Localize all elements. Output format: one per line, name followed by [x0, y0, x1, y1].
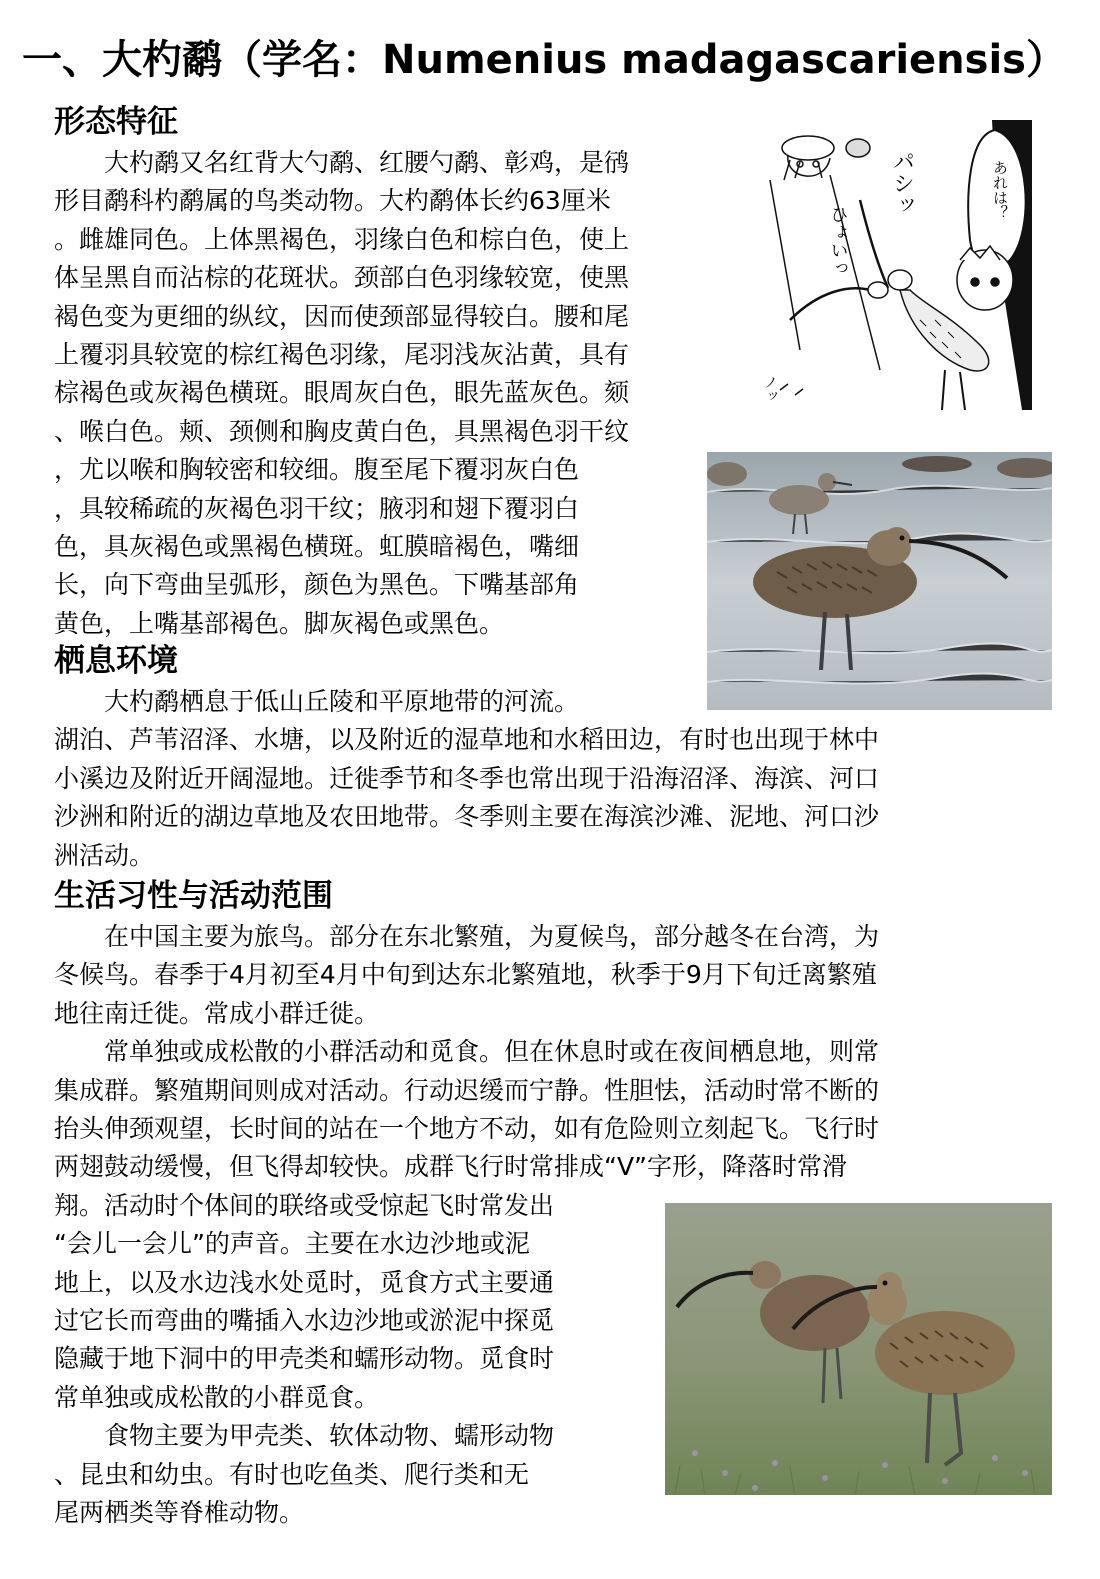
text-line: 、昆虫和幼虫。有时也吃鱼类、爬行类和无 [54, 1459, 530, 1489]
text-line: 体呈黑自而沾棕的花斑状。颈部白色羽缘较宽，使黑 [54, 263, 630, 293]
text-line: 棕褐色或灰褐色横斑。眼周灰白色，眼先蓝灰色。颏 [54, 378, 630, 408]
text-line: 形目鹬科杓鹬属的鸟类动物。大杓鹬体长约63厘米 [54, 186, 611, 216]
text-line: 在中国主要为旅鸟。部分在东北繁殖，为夏候鸟，部分越冬在台湾，为 [54, 922, 880, 951]
sfx-pashi: パシッ [889, 150, 915, 216]
text-line: 褐色变为更细的纵纹，因而使颈部显得较白。腰和尾 [54, 301, 630, 331]
sfx-hyoi: ひょいっ [827, 205, 849, 277]
text-line: 洲活动。 [54, 840, 155, 870]
text-line: 隐藏于地下洞中的甲壳类和蠕形动物。觅食时 [54, 1344, 555, 1374]
text-line: 抬头伸颈观望，长时间的站在一个地方不动，如有危险则立刻起飞。飞行时 [54, 1114, 880, 1144]
curlews-grass-photo [665, 1203, 1052, 1495]
section-heading-morphology: 形态特征 [54, 104, 178, 140]
text-line: 。雌雄同色。上体黑褐色，羽缘白色和棕白色，使上 [54, 224, 630, 254]
section-heading-habitat: 栖息环境 [54, 643, 178, 679]
text-line: 大杓鹬栖息于低山丘陵和平原地带的河流。 [54, 687, 580, 716]
text-line: 过它长而弯曲的嘴插入水边沙地或淤泥中探觅 [54, 1306, 555, 1336]
text-line: ，尤以喉和胸较密和较细。腹至尾下覆羽灰白色 [54, 455, 580, 485]
morphology-text [54, 144, 754, 643]
text-line: ，具较稀疏的灰褐色羽干纹；腋羽和翅下覆羽白 [54, 493, 580, 523]
text-line: 地上，以及水边浅水处觅时，觅食方式主要通 [54, 1267, 555, 1297]
text-line: 集成群。繁殖期间则成对活动。行动迟缓而宁静。性胆怯，活动时常不断的 [54, 1075, 880, 1105]
habitat-text [54, 683, 1054, 875]
text-line: 尾两栖类等脊椎动物。 [54, 1498, 305, 1528]
speech-bubble-text: あれは？ [991, 160, 1009, 220]
text-line: 两翅鼓动缓慢，但飞得却较快。成群飞行时常排成“V”字形，降落时常滑 [54, 1152, 848, 1182]
text-line: 、喉白色。颊、颈侧和胸皮黄白色，具黑褐色羽干纹 [54, 416, 630, 446]
text-line: 长，向下弯曲呈弧形，颜色为黑色。下嘴基部角 [54, 570, 580, 600]
page-title: 一、大杓鹬（学名：Numenius madagascariensis） [22, 37, 1066, 83]
text-line: 湖泊、芦苇沼泽、水塘，以及附近的湿草地和水稻田边，有时也出现于林中 [54, 725, 880, 755]
section-heading-habits: 生活习性与活动范围 [54, 878, 333, 914]
curlew-water-photo [707, 452, 1052, 710]
text-line: 常单独或成松散的小群觅食。 [54, 1382, 380, 1412]
text-line: 食物主要为甲壳类、软体动物、蠕形动物 [54, 1421, 555, 1451]
text-line: “会儿一会儿”的声音。主要在水边沙地或泥 [54, 1229, 530, 1259]
sfx-small: ノッ [762, 375, 778, 403]
text-line: 冬候鸟。春季于4月初至4月中旬到达东北繁殖地，秋季于9月下旬迁离繁殖 [54, 960, 877, 990]
text-line: 色，具灰褐色或黑褐色横斑。虹膜暗褐色，嘴细 [54, 532, 580, 562]
text-line: 地往南迁徙。常成小群迁徙。 [54, 998, 380, 1028]
text-line: 上覆羽具较宽的棕红褐色羽缘，尾羽浅灰沾黄，具有 [54, 340, 630, 370]
text-line: 小溪边及附近开阔湿地。迁徙季节和冬季也常出现于沿海沼泽、海滨、河口 [54, 763, 880, 793]
text-line: 大杓鹬又名红背大勺鹬、红腰勺鹬、彰鸡，是鸻 [54, 148, 630, 177]
text-line: 翔。活动时个体间的联络或受惊起飞时常发出 [54, 1190, 555, 1220]
text-line: 沙洲和附近的湖边草地及农田地带。冬季则主要在海滨沙滩、泥地、河口沙 [54, 802, 880, 832]
text-line: 常单独或成松散的小群活动和觅食。但在休息时或在夜间栖息地，则常 [54, 1037, 880, 1067]
manga-panel-image [760, 120, 1032, 410]
text-line: 黄色，上嘴基部褐色。脚灰褐色或黑色。 [54, 608, 505, 638]
